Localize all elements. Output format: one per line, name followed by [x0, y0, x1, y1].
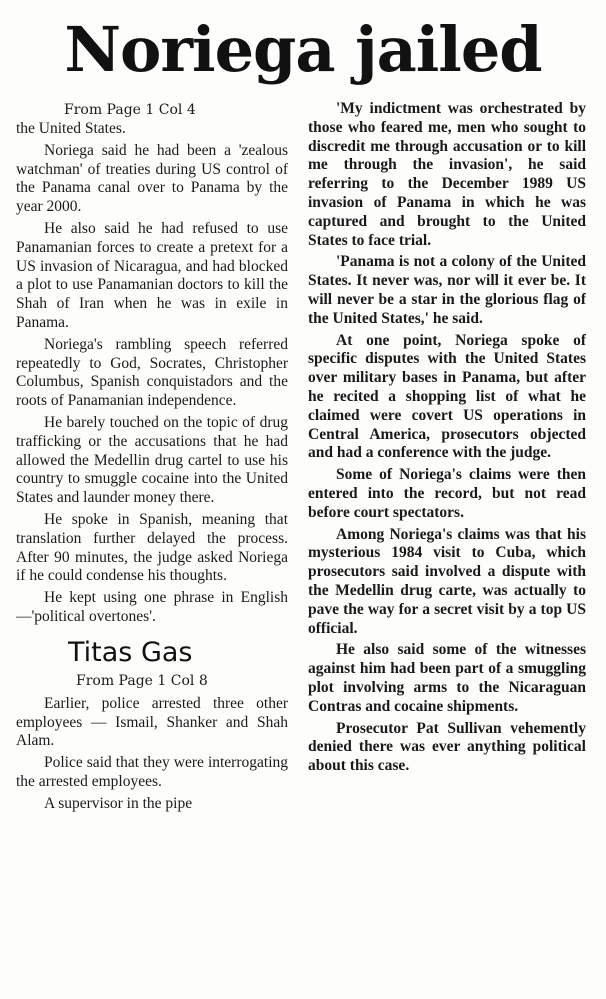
paragraph: Noriega said he had been a 'zealous watchman' of treaties during US control of the Panama canal over to Panama by the year 2000.: [16, 141, 288, 216]
paragraph: Noriega's rambling speech referred repeatedly to God, Socrates, Christopher Columbus, Spanish conquistadors and the roots of Panamanian independence.: [16, 335, 288, 410]
paragraph: Among Noriega's claims was that his mysterious 1984 visit to Cuba, which prosecutors said involved a dispute with the Medellin drug carte, was actually to pave the way for a secret visit by a top US official.: [308, 525, 586, 637]
paragraph: He barely touched on the topic of drug trafficking or the accusations that he had allowed the Medellin drug cartel to use his country to smuggle cocaine into the United States and launder money there.: [16, 413, 288, 507]
paragraph: Some of Noriega's claims were then entered into the record, but not read before court spectators.: [308, 466, 586, 521]
left-column: [16, 100, 288, 999]
paragraph: A supervisor in the pipe: [44, 794, 193, 812]
paragraph: 'Panama is not a colony of the United States. It never was, nor will it ever be. It will never be a star in the glorious flag of the United States,' he said.: [308, 253, 586, 327]
paragraph: At one point, Noriega spoke of specific disputes with the United States over military bases in Panama, but after he recited a shopping list of what he claimed were covert US operations in Central America, prosecutors objected and had a conference with the judge.: [308, 331, 586, 462]
paragraph: He kept using one phrase in English—'political overtones'.: [16, 589, 288, 625]
paragraph: He also said he had refused to use Panamanian forces to create a pretext for a US invasion of Nicaragua, and had blocked a plot to use Panamanian doctors to kill the Shah of Iran when he was in exile in Panama.: [16, 219, 288, 331]
paragraph: Police said that they were interrogating the arrested employees.: [16, 754, 288, 790]
sub-story-headline: Titas Gas: [68, 636, 193, 668]
paragraph: Earlier, police arrested three other employees — Ismail, Shanker and Shah Alam.: [16, 694, 288, 750]
paragraph: He spoke in Spanish, meaning that translation further delayed the process. After 90 minutes, the judge asked Noriega if he could condense his thoughts.: [16, 510, 288, 585]
paragraph: the United States.: [16, 120, 126, 137]
paragraph: Prosecutor Pat Sullivan vehemently denied there was ever anything political about this case.: [308, 719, 586, 775]
jump-line: From Page 1 Col 4: [64, 102, 196, 118]
paragraph: He also said some of the witnesses against him had been part of a smuggling plot involving arms to the Nicaraguan Contras and cocaine shipments.: [308, 641, 586, 715]
right-column: [308, 100, 586, 999]
paragraph: 'My indictment was orchestrated by those who feared me, men who sought to discredit me through accusation or to kill me through the invasion', he said referring to the December 1989 US invasion of Panama in which he was captured and brought to the United States to face trial.: [308, 100, 586, 249]
sub-story-jump-line: From Page 1 Col 8: [76, 672, 208, 689]
headline: Noriega jailed: [64, 13, 542, 86]
